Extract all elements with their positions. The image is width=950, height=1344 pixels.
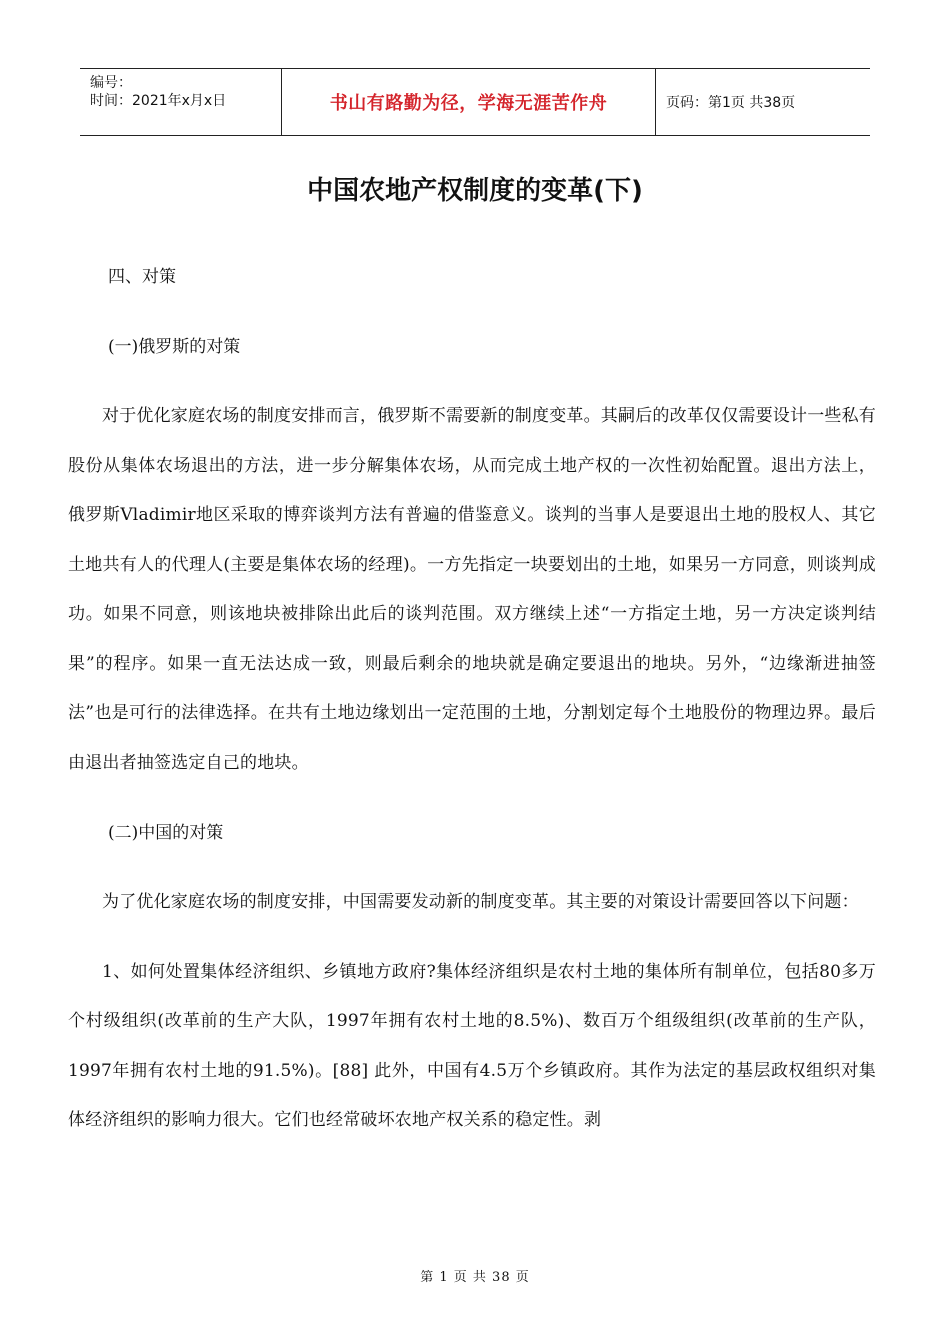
section-heading-countermeasures: 四、对策: [108, 267, 176, 287]
document-title: 中国农地产权制度的变革(下): [307, 176, 643, 206]
number-label: 编号：: [90, 75, 132, 91]
header-page-info: 页码：第1页 共38页: [666, 95, 796, 111]
subsection-heading-china: (二)中国的对策: [108, 823, 224, 843]
paragraph-collective-organizations: 1、如何处置集体经济组织、乡镇地方政府?集体经济组织是农村土地的集体所有制单位，包括80多万个村级组织(改革前的生产大队，1997年拥有农村土地的8.5%)、数百万个组级组织(改革前的生产队，1997年拥有农村土地的91.5%)。[88] 此外，中国有4.5万个乡镇政府。其作为法定的基层政权组织对集体经济组织的影响力很大。它们也经常破坏农地产权关系的稳定性。剥: [68, 961, 876, 1130]
paragraph-china-intro: 为了优化家庭农场的制度安排，中国需要发动新的制度变革。其主要的对策设计需要回答以下问题：: [102, 892, 859, 912]
subsection-heading-russia: (一)俄罗斯的对策: [108, 337, 241, 357]
page-footer: 第 1 页 共 38 页: [420, 1270, 530, 1285]
header-motto: 书山有路勤为径，学海无涯苦作舟: [282, 69, 656, 135]
header-meta-cell: [80, 69, 282, 135]
header-table: [80, 68, 870, 136]
document-body: [68, 252, 876, 1146]
date-line: 时间：2021年x月x日: [90, 93, 227, 109]
paragraph-russia-policy: 对于优化家庭农场的制度安排而言，俄罗斯不需要新的制度变革。其嗣后的改革仅仅需要设计一些私有股份从集体农场退出的方法，进一步分解集体农场，从而完成土地产权的一次性初始配置。退出方法上，俄罗斯Vladimir地区采取的博弈谈判方法有普遍的借鉴意义。谈判的当事人是要退出土地的股权人、其它土地共有人的代理人(主要是集体农场的经理)。一方先指定一块要划出的土地，如果另一方同意，则谈判成功。如果不同意，则该地块被排除出此后的谈判范围。双方继续上述“一方指定土地，另一方决定谈判结果”的程序。如果一直无法达成一致，则最后剩余的地块就是确定要退出的地块。另外，“边缘渐进抽签法”也是可行的法律选择。在共有土地边缘划出一定范围的土地，分割划定每个土地股份的物理边界。最后由退出者抽签选定自己的地块。: [68, 406, 876, 773]
